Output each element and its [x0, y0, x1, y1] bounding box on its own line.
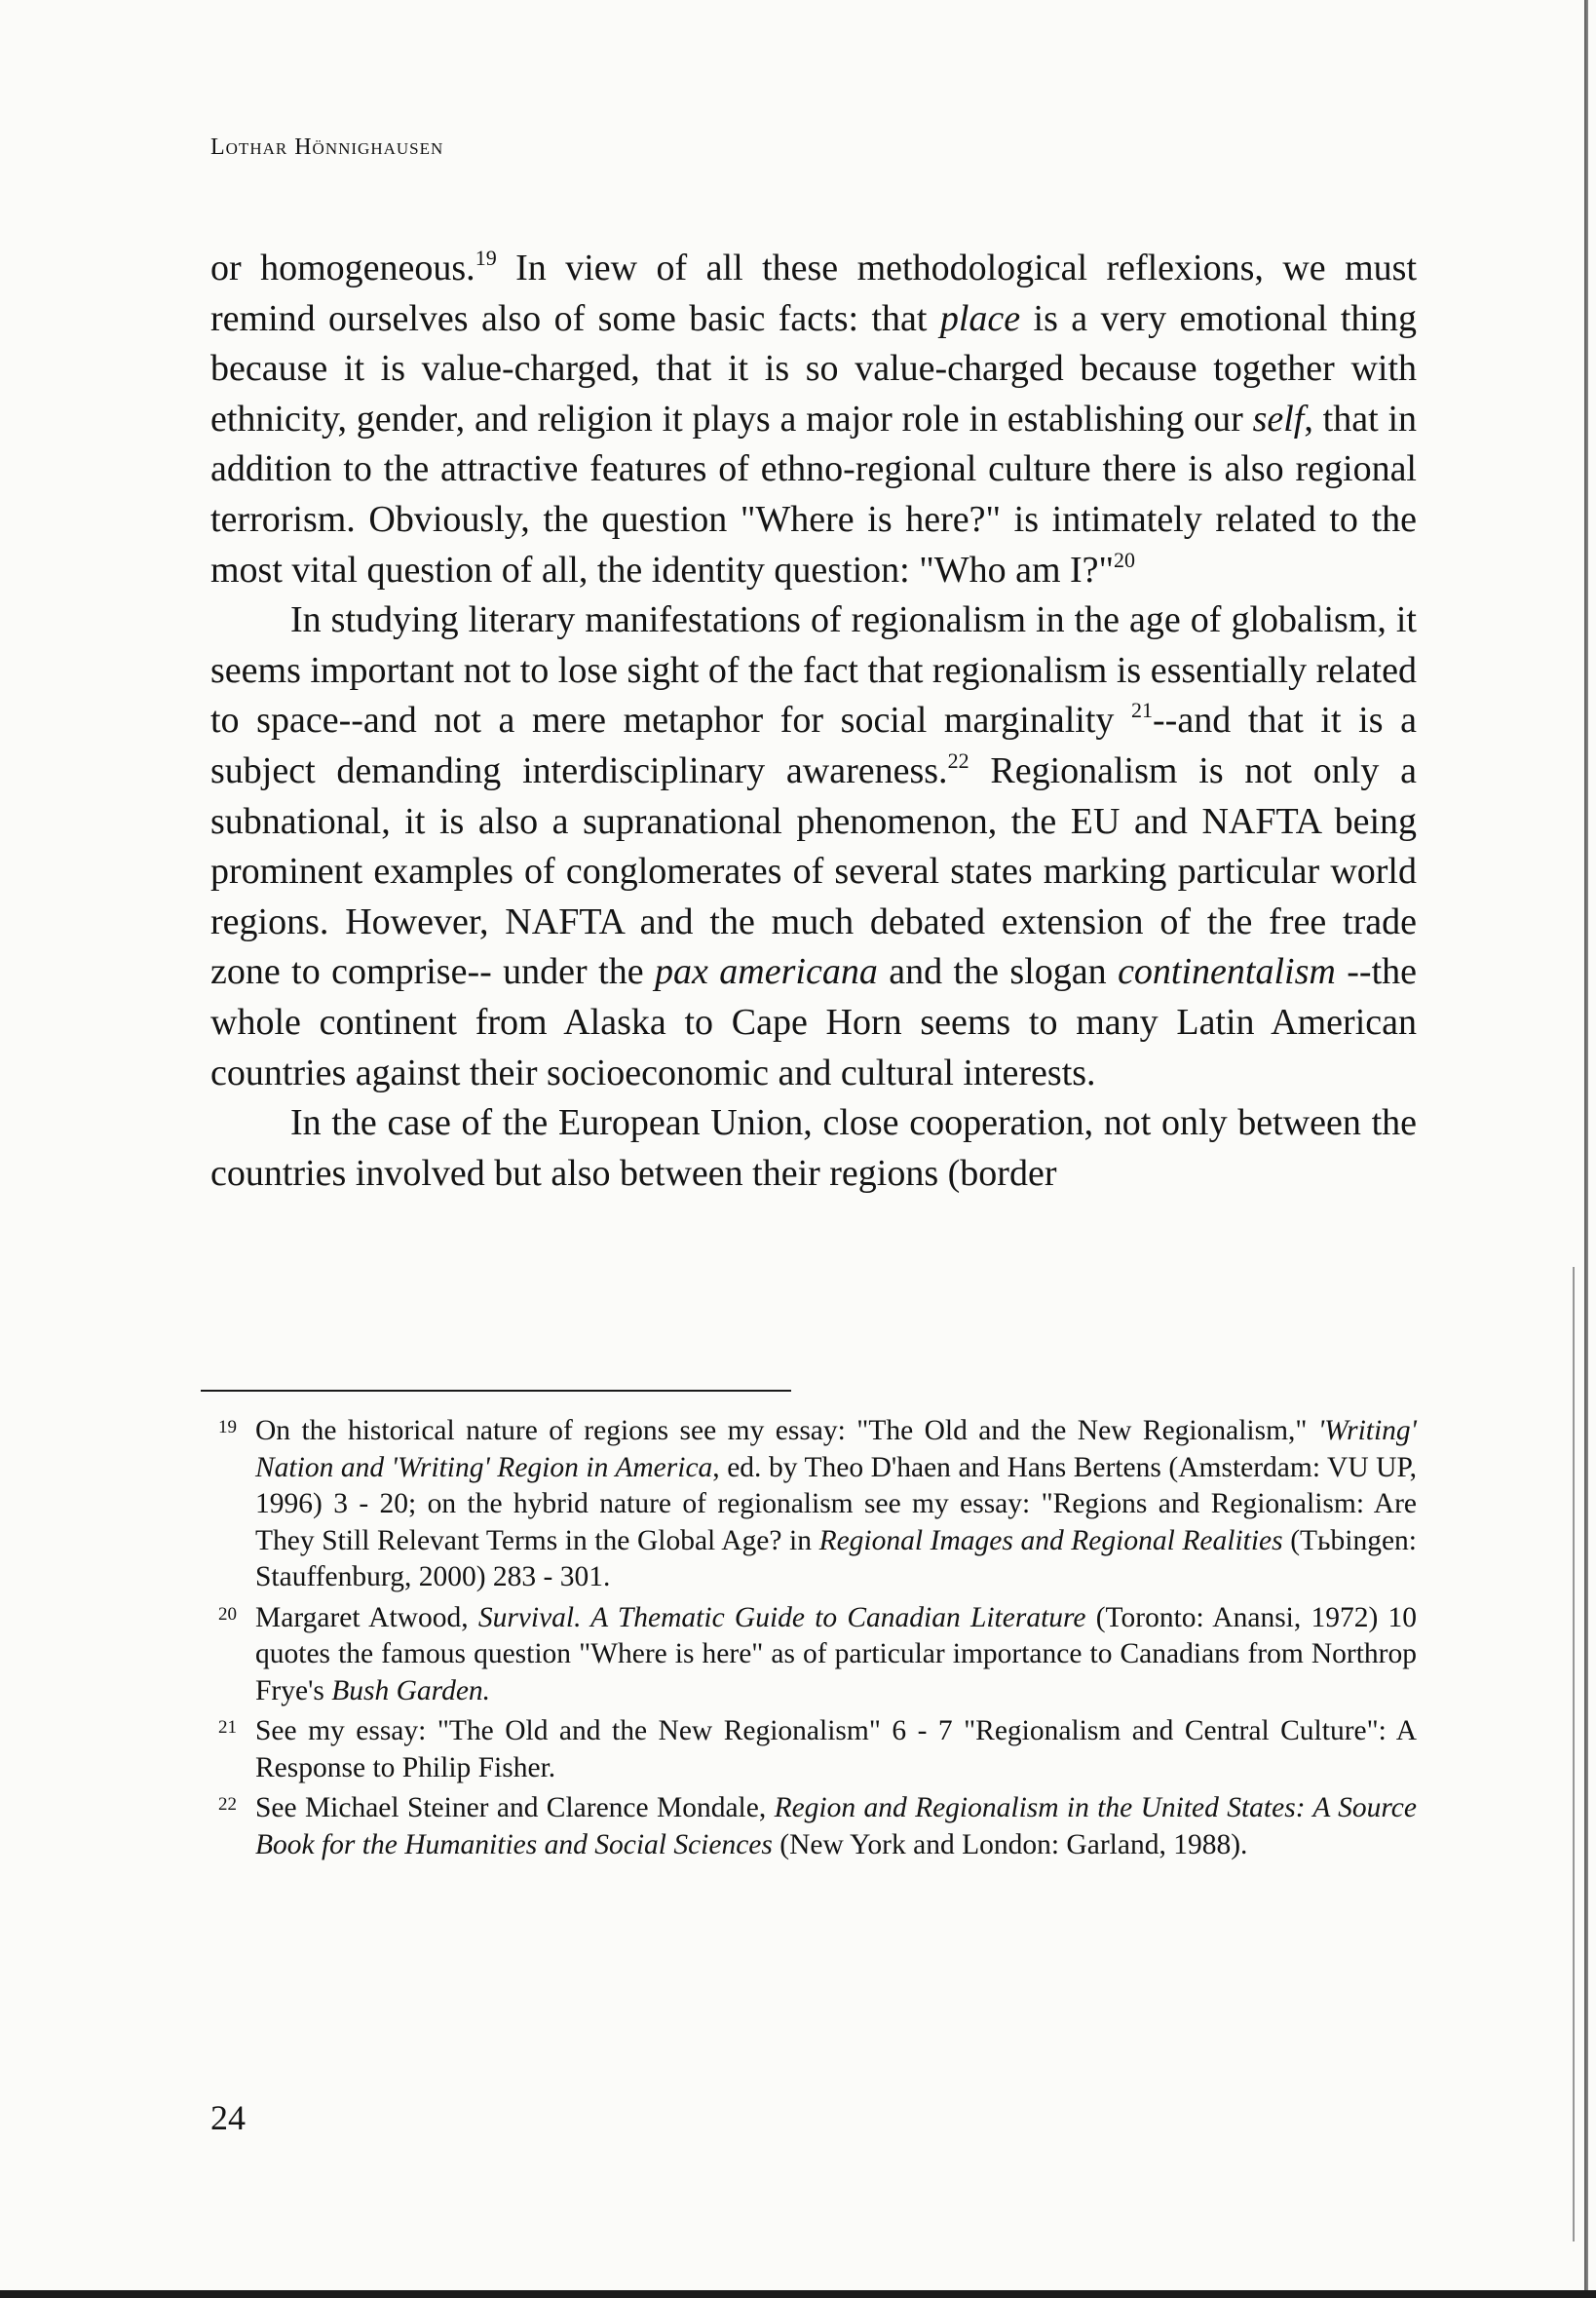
text-run: Margaret Atwood, — [255, 1601, 478, 1633]
italic-text: self — [1252, 398, 1305, 440]
footnote — [201, 1790, 1417, 1863]
italic-text: Region and Regionalism in the United States: A Source Book for the Humanities and Social Sciences — [255, 1792, 1417, 1860]
footnote-ref: 22 — [947, 747, 969, 773]
text-run: , ed. by Theo D'haen and Hans Bertens (Amsterdam: VU UP, 1996) 3 - 20; on the hybrid nature of regionalism see my essay: "Regions and Regionalism: Are They Still Relevant Terms in the Global Age? in — [255, 1451, 1417, 1556]
footnote-number: 20 — [218, 1603, 237, 1625]
text-run: (Toronto: Anansi, 1972) 10 quotes the famous question "Where is here" as of particular importance to Canadians from Northrop Frye's — [255, 1601, 1418, 1706]
italic-text: continentalism — [1118, 951, 1336, 993]
footnote-ref: 21 — [1131, 698, 1154, 723]
italic-text: Bush Garden. — [331, 1674, 491, 1706]
paragraph — [210, 244, 1417, 595]
text-run: Regionalism is not only a subnational, it is also a supranational phenomenon, the EU and NAFTA being prominent examples of conglomerates of several states marking particular world regions. However, NAFTA and the much debated extension of the free trade zone to comprise-- under the — [210, 749, 1417, 993]
footnote-divider — [201, 1390, 791, 1392]
scan-edge-inner — [1573, 1267, 1575, 2241]
footnotes — [201, 1413, 1417, 1867]
text-run: --and that it is a subject demanding interdisciplinary awareness. — [210, 700, 1418, 791]
italic-text: place — [939, 297, 1021, 339]
text-run: (Tьbingen: Stauffenburg, 2000) 283 - 301. — [255, 1524, 1417, 1592]
page-number: 24 — [210, 2098, 246, 2137]
footnote-number: 19 — [218, 1417, 237, 1437]
footnote — [201, 1600, 1417, 1710]
text-run: On the historical nature of regions see my essay: "The Old and the New Regionalism," — [255, 1415, 1318, 1446]
scan-edge-bottom — [0, 2290, 1596, 2298]
text-run: (New York and London: Garland, 1988). — [772, 1828, 1248, 1860]
text-run: In studying literary manifestations of regionalism in the age of globalism, it seems important not to lose sight of the fact that regionalism is essentially related to space--and not a mere metaphor for social marginality — [210, 599, 1417, 742]
text-run: is a very emotional thing because it is value-charged, that it is so value-charged because together with ethnicity, gender, and religion it plays a major role in establishing our — [210, 297, 1417, 440]
italic-text: Regional Images and Regional Realities — [818, 1524, 1283, 1556]
text-run: In view of all these methodological reflexions, we must remind ourselves also of some basic facts: that — [210, 248, 1418, 339]
italic-text: 'Writing' Nation and 'Writing' Region in America — [255, 1415, 1417, 1483]
italic-text: pax americana — [655, 951, 878, 993]
footnote-number: 21 — [218, 1717, 237, 1738]
footnote — [201, 1713, 1417, 1786]
text-run: --the whole continent from Alaska to Cape Horn seems to many Latin American countries against their socioeconomic and cultural interests. — [210, 951, 1417, 1093]
running-head: Lothar Hönnighausen — [210, 134, 444, 160]
text-run: In the case of the European Union, close cooperation, not only between the countries involved but also between their regions (border — [210, 1102, 1417, 1194]
footnote-ref: 19 — [475, 246, 497, 270]
text-run: or homogeneous. — [210, 248, 475, 288]
paragraph — [210, 595, 1417, 1098]
text-run: , that in addition to the attractive features of ethno-regional culture there is also regional terrorism. Obviously, the question "Where is here?" is intimately related to the most vital question of all, the identity question: "Who am I?" — [210, 398, 1417, 591]
paragraph — [210, 1098, 1417, 1199]
footnote — [201, 1413, 1417, 1596]
scan-edge — [1584, 0, 1588, 2298]
footnote-number: 22 — [218, 1794, 237, 1815]
text-run: See Michael Steiner and Clarence Mondale, — [255, 1792, 775, 1823]
text-run: See my essay: "The Old and the New Regionalism" 6 - 7 "Regionalism and Central Culture": A Response to Philip Fisher. — [255, 1715, 1417, 1783]
body-text — [210, 244, 1417, 1199]
footnote-ref: 20 — [1114, 547, 1136, 572]
italic-text: Survival. A Thematic Guide to Canadian Literature — [477, 1601, 1086, 1633]
text-run: and the slogan — [877, 951, 1119, 993]
